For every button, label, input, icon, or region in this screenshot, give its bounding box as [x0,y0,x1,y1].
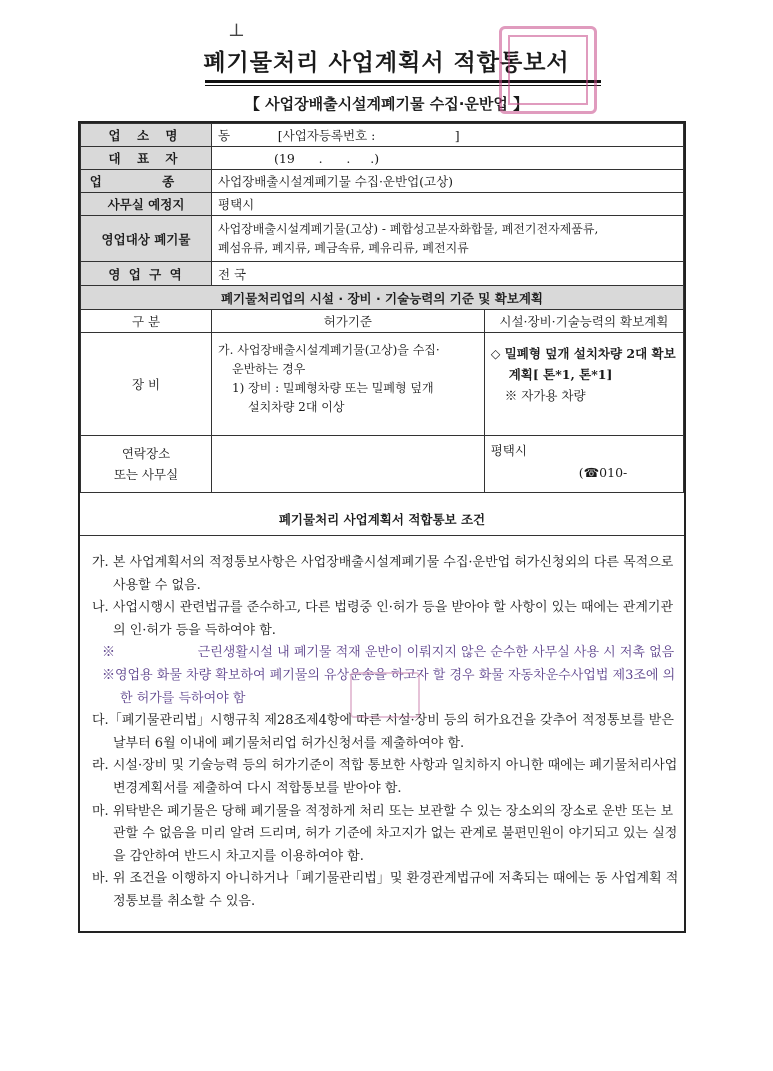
row-equipment [81,333,684,436]
business-name-label: 업 소 명 [81,124,212,147]
office-location-label: 사무실 예정지 [81,193,212,216]
plan-line2: 계획[ 톤*1, 톤*1] [508,367,613,382]
criteria-line3: 1) 장비 : 밀폐형차량 또는 밀폐형 덮개 [232,381,434,395]
conditions-heading: 폐기물처리 사업계획서 적합통보 조건 [278,512,486,527]
condition-note: ※ 근린생활시설 내 폐기물 적재 운반이 이뤄지지 않은 순수한 사무실 사용 시 저촉 없음 [102,645,675,661]
equipment-plan [484,333,683,436]
condition-item: 마. 위탁받은 폐기물은 당해 폐기물을 적정하게 처리 또는 보관할 수 있는 장소외의 장소로 운반 또는 보관할 수 없음을 미리 알려 드리며, 허가 기준에 차고지가 없는 관계로 불편민원이 야기되고 있는 실정을 감안하여 반드시 차고지를 이용하여야 함. [92,803,678,864]
business-area-value: 전 국 [212,262,684,286]
criteria-line2: 운반하는 경우 [232,362,306,376]
overlay-stamp [350,672,420,718]
business-area-label: 영 업 구 역 [81,262,212,286]
contact-label-line2: 또는 사무실 [113,467,179,482]
row-business-name [81,124,684,147]
row-business-type [81,170,684,193]
row-office-location [81,193,684,216]
facility-heading: 폐기물처리업의 시설 · 장비 · 기술능력의 기준 및 확보계획 [81,286,684,310]
representative-value: (19 . . .) [212,147,684,170]
condition-item: 라. 시설·장비 및 기술능력 등의 허가기준이 적합 통보한 사항과 일치하지 아니한 때에는 폐기물처리사업변경계획서를 제출하여 다시 적합통보를 받아야 함. [92,758,678,796]
representative-label: 대 표 자 [81,147,212,170]
conditions-list [84,552,684,914]
target-waste-label: 영업대상 폐기물 [81,216,212,262]
condition-note: ※영업용 화물 차량 확보하여 폐기물의 유상운송을 하고자 할 경우 화물 자동차운수사업법 제3조에 의한 허가를 득하여야 함 [102,667,676,706]
target-waste-line1: 사업장배출시설계폐기물(고상) - 폐합성고분자화합물, 폐전기전자제품류, [218,221,599,236]
plan-line1: ◇ 밀폐형 덮개 설치차량 2대 확보 [490,346,676,361]
condition-item: 바. 위 조건을 이행하지 아니하거나「폐기물관리법」및 환경관계법규에 저촉되는 때에는 동 사업계획 적정통보를 취소할 수 있음. [92,871,679,909]
seal-inner-border [508,35,588,105]
condition-item: 가. 본 사업계획서의 적정통보사항은 사업장배출시설계폐기물 수집·운반업 허가신청외의 다른 목적으로 사용할 수 없음. [92,555,674,593]
criteria-line4: 설치차량 2대 이상 [248,400,345,414]
contact-criteria-empty [212,436,485,493]
condition-item: 다.「폐기물관리법」시행규칙 제28조제4항에 따른 시설·장비 등의 허가요건을 갖추어 적정통보를 받은 날부터 6월 이내에 폐기물처리업 허가신청서를 제출하여야 함. [92,713,674,751]
official-seal-stamp [499,26,597,114]
contact-label-line1: 연락장소 [121,446,171,461]
row-contact [81,436,684,493]
target-waste-value [212,216,684,262]
col-plan-header: 시설·장비·기술능력의 확보계획 [484,310,683,333]
condition-item: 나. 사업시행시 관련법규를 준수하고, 다른 법령중 인·허가 등을 받아야 할 사항이 있는 때에는 관계기관의 인·허가 등을 득하여야 함. [92,600,673,638]
plan-line3: ※ 자가용 차량 [504,388,586,403]
info-table [80,123,684,493]
row-target-waste [81,216,684,262]
contact-phone: (☎010- [578,465,628,480]
business-type-label: 업 종 [81,170,212,193]
row-facility-heading [81,286,684,310]
contact-value [484,436,683,493]
business-type-value: 사업장배출시설계폐기물 수집·운반업(고상) [212,170,684,193]
col-category-header: 구 분 [81,310,212,333]
target-waste-line2: 폐섬유류, 폐지류, 폐금속류, 폐유리류, 폐전지류 [218,240,469,255]
conditions-divider [80,535,684,536]
row-representative [81,147,684,170]
col-criteria-header: 허가기준 [212,310,485,333]
office-location-value: 평택시 [212,193,684,216]
business-name-value: 동 [사업자등록번호 : ] [212,124,684,147]
punch-mark: ⊥ [228,20,245,41]
contact-label [81,436,212,493]
equipment-criteria [212,333,485,436]
row-business-area [81,262,684,286]
equipment-label: 장 비 [81,333,212,436]
contact-address: 평택시 [490,443,527,458]
row-facility-columns [81,310,684,333]
document-subtitle: 【 사업장배출시설계폐기물 수집·운반업 】 [244,95,529,113]
criteria-line1: 가. 사업장배출시설계폐기물(고상)을 수집· [218,343,440,357]
document-title: 폐기물처리 사업계획서 적합통보서 [203,50,570,76]
